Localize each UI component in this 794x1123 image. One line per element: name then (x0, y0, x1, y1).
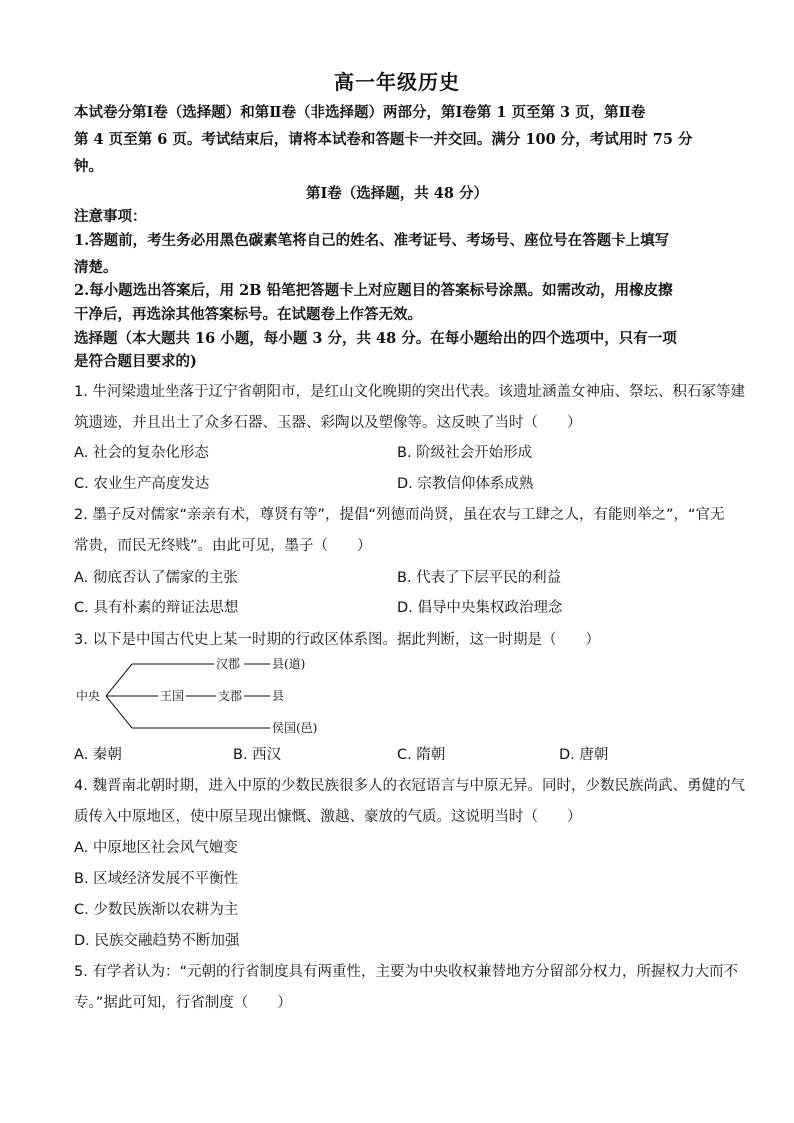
intro-line-2: 第 4 页至第 6 页。考试结束后，请将本试卷和答题卡一并交回。满分 100 分，考试用时 75 分 (74, 131, 693, 148)
q2-stem-line-1: 2. 墨子反对儒家“亲亲有术，尊贤有等”，提倡“列德而尚贤，虽在农与工肆之人，有能则举之”，“官无 (74, 507, 725, 523)
diagram-han-commandery: 汉郡 (216, 657, 241, 671)
q1-option-d[interactable]: D. 宗教信仰体系成熟 (397, 476, 534, 492)
notes-line-1: 1.答题前，考生务必用黑色碳素笔将自己的姓名、准考证号、考场号、座位号在答题卡上填写 (74, 232, 670, 249)
q2-option-d[interactable]: D. 倡导中央集权政治理念 (397, 600, 563, 616)
notes-heading: 注意事项： (74, 208, 147, 225)
diagram-county: 县 (272, 689, 285, 703)
diagram-kingdom: 王国 (160, 689, 185, 703)
q4-option-a[interactable]: A. 中原地区社会风气嬗变 (74, 840, 238, 856)
q1-option-c[interactable]: C. 农业生产高度发达 (74, 476, 210, 492)
notes-line-4: 干净后，再选涂其他答案标号。在试题卷上作答无效。 (74, 306, 422, 323)
intro-line-1: 本试卷分第Ⅰ卷（选择题）和第Ⅱ卷（非选择题）两部分，第Ⅰ卷第 1 页至第 3 页，第Ⅱ卷 (74, 104, 646, 121)
q5-stem-line-2: 专。”据此可知，行省制度（ ） (74, 995, 292, 1011)
diagram-marquisate: 侯国(邑) (272, 721, 318, 735)
q1-option-a[interactable]: A. 社会的复杂化形态 (74, 445, 209, 461)
q4-stem-line-2: 质传入中原地区，使中原呈现出慷慨、激越、豪放的气质。这说明当时（ ） (74, 809, 582, 825)
q5-stem-line-1: 5. 有学者认为：“元朝的行省制度具有两重性，主要为中央收权兼替地方分留部分权力，所握权力大而不 (74, 964, 738, 980)
page-title: 高一年级历史 (334, 70, 460, 94)
notes-line-2: 清楚。 (74, 259, 118, 276)
intro-line-3: 钟。 (74, 158, 103, 175)
q3-option-c[interactable]: C. 隋朝 (397, 747, 446, 763)
q4-option-c[interactable]: C. 少数民族渐以农耕为主 (74, 902, 239, 918)
diagram-root: 中央 (76, 689, 101, 703)
q3-stem-line-1: 3. 以下是中国古代史上某一时期的行政区体系图。据此判断，这一时期是（ ） (74, 632, 600, 648)
notes-line-3: 2.每小题选出答案后，用 2B 铅笔把答题卡上对应题目的答案标号涂黑。如需改动，用橡皮擦 (74, 282, 673, 299)
q4-stem-line-1: 4. 魏晋南北朝时期，进入中原的少数民族很多人的衣冠语言与中原无异。同时，少数民族尚武、勇健的气 (74, 778, 745, 794)
section-title: 第Ⅰ卷（选择题，共 48 分） (305, 185, 489, 202)
q3-option-b[interactable]: B. 西汉 (233, 747, 282, 763)
q1-stem-line-1: 1. 牛河梁遗址坐落于辽宁省朝阳市，是红山文化晚期的突出代表。该遗址涵盖女神庙、祭坛、积石冢等建 (74, 384, 745, 400)
q1-stem-line-2: 筑遗迹，并且出土了众多石器、玉器、彩陶以及塑像等。这反映了当时（ ） (74, 415, 582, 431)
q2-option-b[interactable]: B. 代表了下层平民的利益 (397, 570, 562, 586)
q4-option-b[interactable]: B. 区域经济发展不平衡性 (74, 871, 239, 887)
diagram-county-dao: 县(道) (272, 657, 306, 671)
q2-option-c[interactable]: C. 具有朴素的辩证法思想 (74, 600, 239, 616)
diagram-branch-commandery: 支郡 (218, 689, 243, 703)
q4-option-d[interactable]: D. 民族交融趋势不断加强 (74, 933, 240, 949)
q2-option-a[interactable]: A. 彻底否认了儒家的主张 (74, 570, 238, 586)
q3-option-a[interactable]: A. 秦朝 (74, 747, 122, 763)
q3-option-d[interactable]: D. 唐朝 (559, 747, 609, 763)
administrative-system-diagram (74, 652, 354, 736)
choice-intro-line-2: 是符合题目要求的) (74, 353, 197, 370)
q1-option-b[interactable]: B. 阶级社会开始形成 (397, 445, 533, 461)
choice-intro-line-1: 选择题（本大题共 16 小题，每小题 3 分，共 48 分。在每小题给出的四个选项中，只有一项 (74, 330, 677, 347)
q2-stem-line-2: 常贵，而民无终贱”。由此可见，墨子（ ） (74, 538, 372, 554)
